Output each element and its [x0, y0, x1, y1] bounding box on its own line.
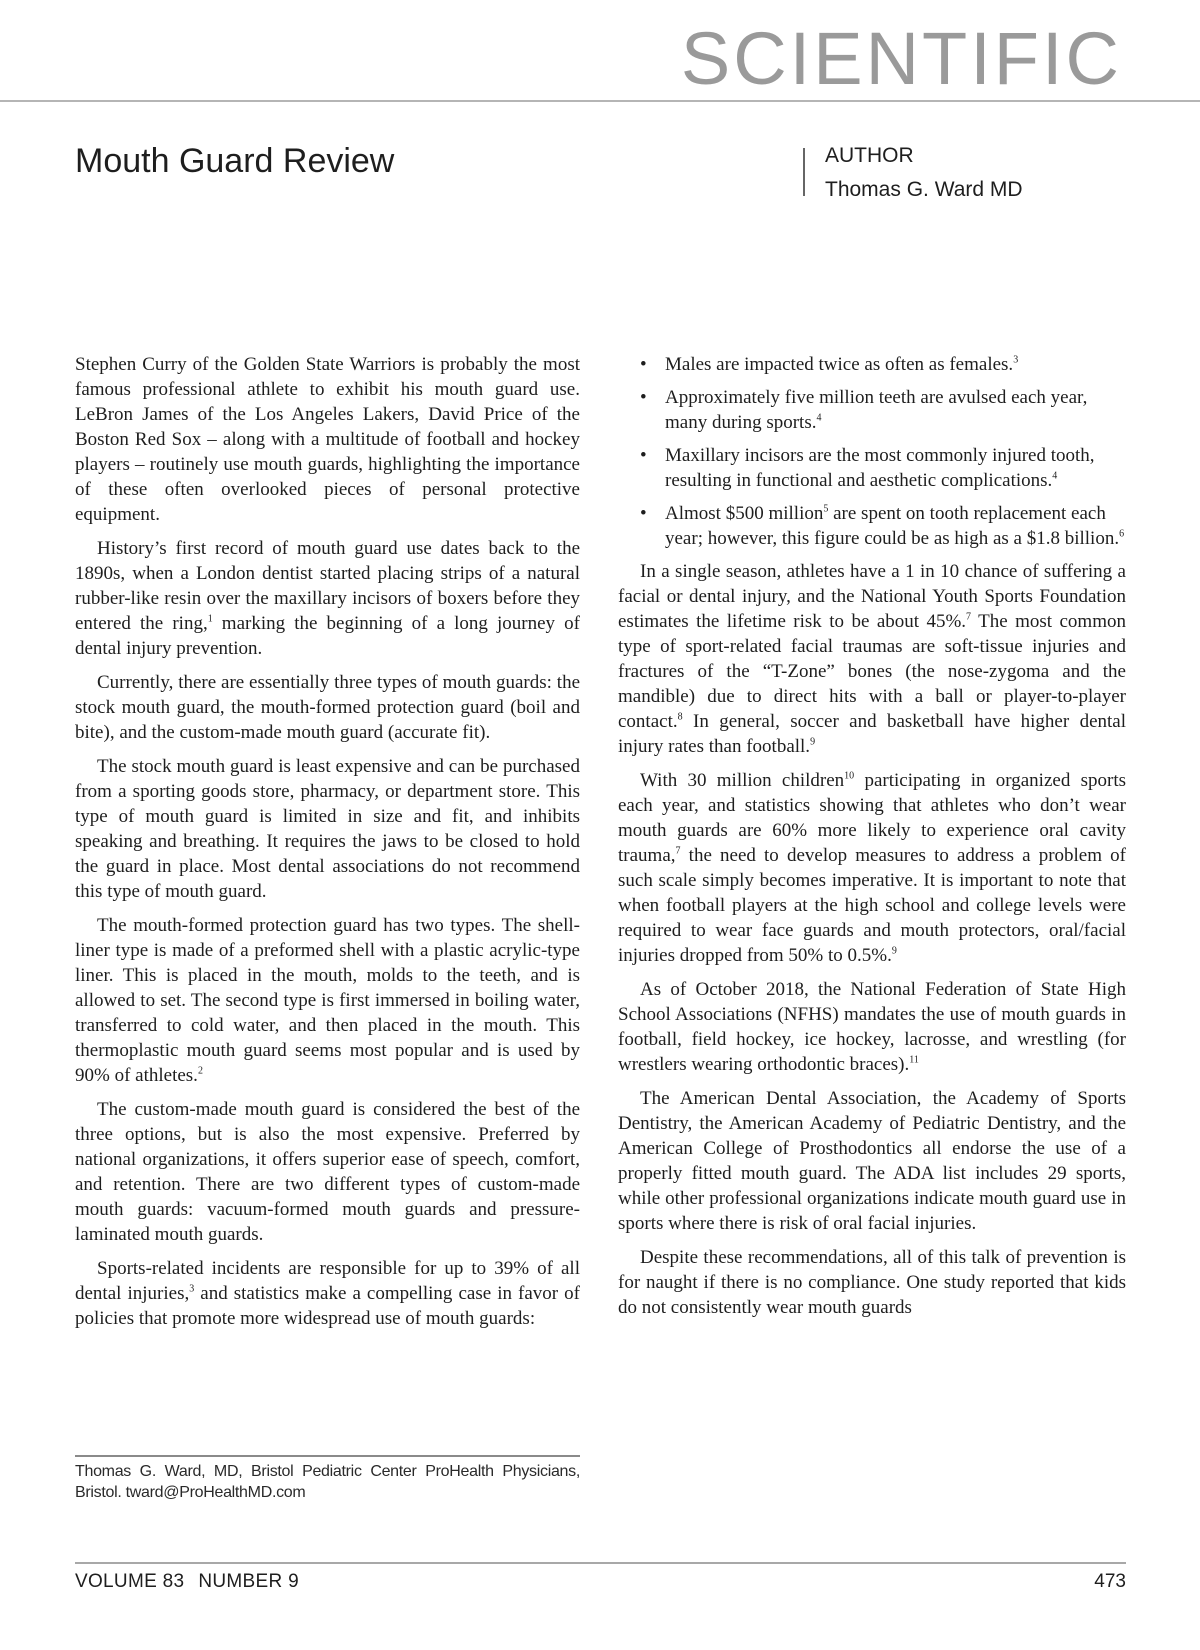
- list-item-text: Maxillary incisors are the most commonly injured tooth, resulting in functional and aesthetic complications.: [665, 445, 1095, 491]
- reference-marker: 2: [197, 1065, 203, 1077]
- reference-marker: 9: [891, 945, 897, 957]
- paragraph: The custom-made mouth guard is considered the best of the three options, but is also the most expensive. Preferred by national organizations, it offers superior ease of speech, comfort, and retention. There are two different types of custom-made mouth guards: vacuum-formed mouth guards and pressure-laminated mouth guards.: [75, 1099, 580, 1245]
- paragraph: [618, 768, 1126, 968]
- list-item: [618, 501, 1126, 551]
- paragraph: The stock mouth guard is least expensive and can be purchased from a sporting goods store, pharmacy, or department store. This type of mouth guard is limited in size and fit, and inhibits speaking and breathing. It requires the jaws to be closed to hold the guard in place. Most dental associations do not recommend this type of mouth guard.: [75, 756, 580, 902]
- paragraph-text: and statistics make a compelling case in favor of policies that promote more widespread use of mouth guards:: [75, 1283, 580, 1329]
- paragraph-text: In a single season, athletes have a 1 in 10 chance of suffering a facial or dental injury, and the National Youth Sports Foundation estimates the lifetime risk to be about 45%.: [618, 561, 1126, 632]
- list-item-text: Almost $500 million: [665, 503, 824, 524]
- right-column: [618, 352, 1126, 1329]
- paragraph: The American Dental Association, the Academy of Sports Dentistry, the American Academy of Pediatric Dentistry, and the American College of Prosthodontics all endorse the use of a properly fitted mouth guard. The ADA list includes 29 sports, while other professional organizations indicate mouth guard use in sports where there is risk of oral facial injuries.: [618, 1088, 1126, 1234]
- list-item: [618, 385, 1126, 435]
- volume-label: VOLUME 83: [75, 1571, 185, 1592]
- reference-marker: 5: [823, 503, 829, 515]
- issue-info: [75, 1571, 299, 1593]
- paragraph: Currently, there are essentially three types of mouth guards: the stock mouth guard, the mouth-formed protection guard (boil and bite), and the custom-made mouth guard (accurate fit).: [75, 672, 580, 743]
- author-heading: AUTHOR: [825, 144, 914, 167]
- number-label: NUMBER 9: [198, 1571, 299, 1592]
- paragraph-text: the need to develop measures to address a problem of such scale simply becomes imperative. It is important to note that when football players at the high school and college levels were required to wear face guards and mouth protectors, oral/facial injuries dropped from 50% to 0.5%.: [618, 845, 1126, 966]
- reference-marker: 8: [677, 711, 683, 723]
- paragraph: [75, 536, 580, 661]
- paragraph-text: The mouth-formed protection guard has two types. The shell-liner type is made of a preformed shell with a plastic acrylic-type liner. This is placed in the mouth, molds to the teeth, and is allowed to set. The second type is first immersed in boiling water, transferred to cold water, and then placed in the mouth. This thermoplastic mouth guard seems most popular and is used by 90% of athletes.: [75, 915, 580, 1086]
- author-name: Thomas G. Ward MD: [825, 178, 1023, 201]
- footer-divider: [75, 1562, 1126, 1564]
- paragraph-text: participating in organized sports each year, and statistics showing that athletes who don’t wear mouth guards are 60% more likely to experience oral cavity trauma,: [618, 770, 1126, 866]
- paragraph: Stephen Curry of the Golden State Warriors is probably the most famous professional athlete to exhibit his mouth guard use. LeBron James of the Los Angeles Lakers, David Price of the Boston Red Sox – along with a multitude of football and hockey players – routinely use mouth guards, highlighting the importance of these often overlooked pieces of personal protective equipment.: [75, 354, 580, 525]
- reference-marker: 3: [189, 1283, 195, 1295]
- left-column: [75, 352, 580, 1340]
- section-label: SCIENTIFIC: [680, 17, 1122, 100]
- paragraph: [618, 977, 1126, 1077]
- reference-marker: 4: [816, 412, 822, 424]
- paragraph-text: Sports-related incidents are responsible for up to 39% of all dental injuries,: [75, 1258, 580, 1304]
- paragraph-text: With 30 million children: [640, 770, 845, 791]
- paragraph-text: In general, soccer and basketball have higher dental injury rates than football.: [618, 711, 1126, 757]
- paragraph: Despite these recommendations, all of this talk of prevention is for naught if there is no compliance. One study reported that kids do not consistently wear mouth guards: [618, 1247, 1126, 1318]
- list-item-text: Approximately five million teeth are avulsed each year, many during sports.: [665, 387, 1088, 433]
- paragraph: [75, 913, 580, 1088]
- paragraph-text: marking the beginning of a long journey of dental injury prevention.: [75, 613, 580, 659]
- reference-marker: 4: [1052, 470, 1058, 482]
- reference-marker: 6: [1119, 528, 1125, 540]
- reference-marker: 10: [844, 770, 855, 782]
- list-item: [618, 352, 1126, 377]
- list-item-text: Males are impacted twice as often as females.: [665, 354, 1014, 375]
- article-title: Mouth Guard Review: [75, 142, 395, 180]
- footnote-divider: [75, 1455, 580, 1457]
- paragraph-text: History’s first record of mouth guard use dates back to the 1890s, when a London dentist started placing strips of a natural rubber-like resin over the maxillary incisors of boxers before they entered the ring,: [75, 538, 580, 634]
- page-number: 473: [1094, 1571, 1126, 1592]
- reference-marker: 7: [966, 611, 972, 623]
- list-item: [618, 443, 1126, 493]
- header-divider: [0, 100, 1200, 102]
- reference-marker: 9: [810, 736, 816, 748]
- paragraph-text: As of October 2018, the National Federation of State High School Associations (NFHS) mandates the use of mouth guards in football, field hockey, ice hockey, lacrosse, and wrestling (for wrestlers wearing orthodontic braces).: [618, 979, 1126, 1075]
- paragraph: [618, 559, 1126, 759]
- reference-marker: 3: [1013, 354, 1019, 366]
- reference-marker: 11: [909, 1054, 919, 1066]
- statistics-list: [618, 352, 1126, 551]
- reference-marker: 7: [675, 845, 681, 857]
- author-box: [803, 144, 1023, 201]
- paragraph-text: The most common type of sport-related facial traumas are soft-tissue injuries and fractures of the “T-Zone” bones (the nose-zygoma and the mandible) due to direct hits with a ball or player-to-player contact.: [618, 611, 1126, 732]
- paragraph: [75, 1256, 580, 1331]
- author-footnote: Thomas G. Ward, MD, Bristol Pediatric Center ProHealth Physicians, Bristol. tward@ProHealthMD.com: [75, 1463, 580, 1501]
- reference-marker: 1: [207, 613, 213, 625]
- list-item-text: are spent on tooth replacement each year; however, this figure could be as high as a $1.8 billion.: [665, 503, 1120, 549]
